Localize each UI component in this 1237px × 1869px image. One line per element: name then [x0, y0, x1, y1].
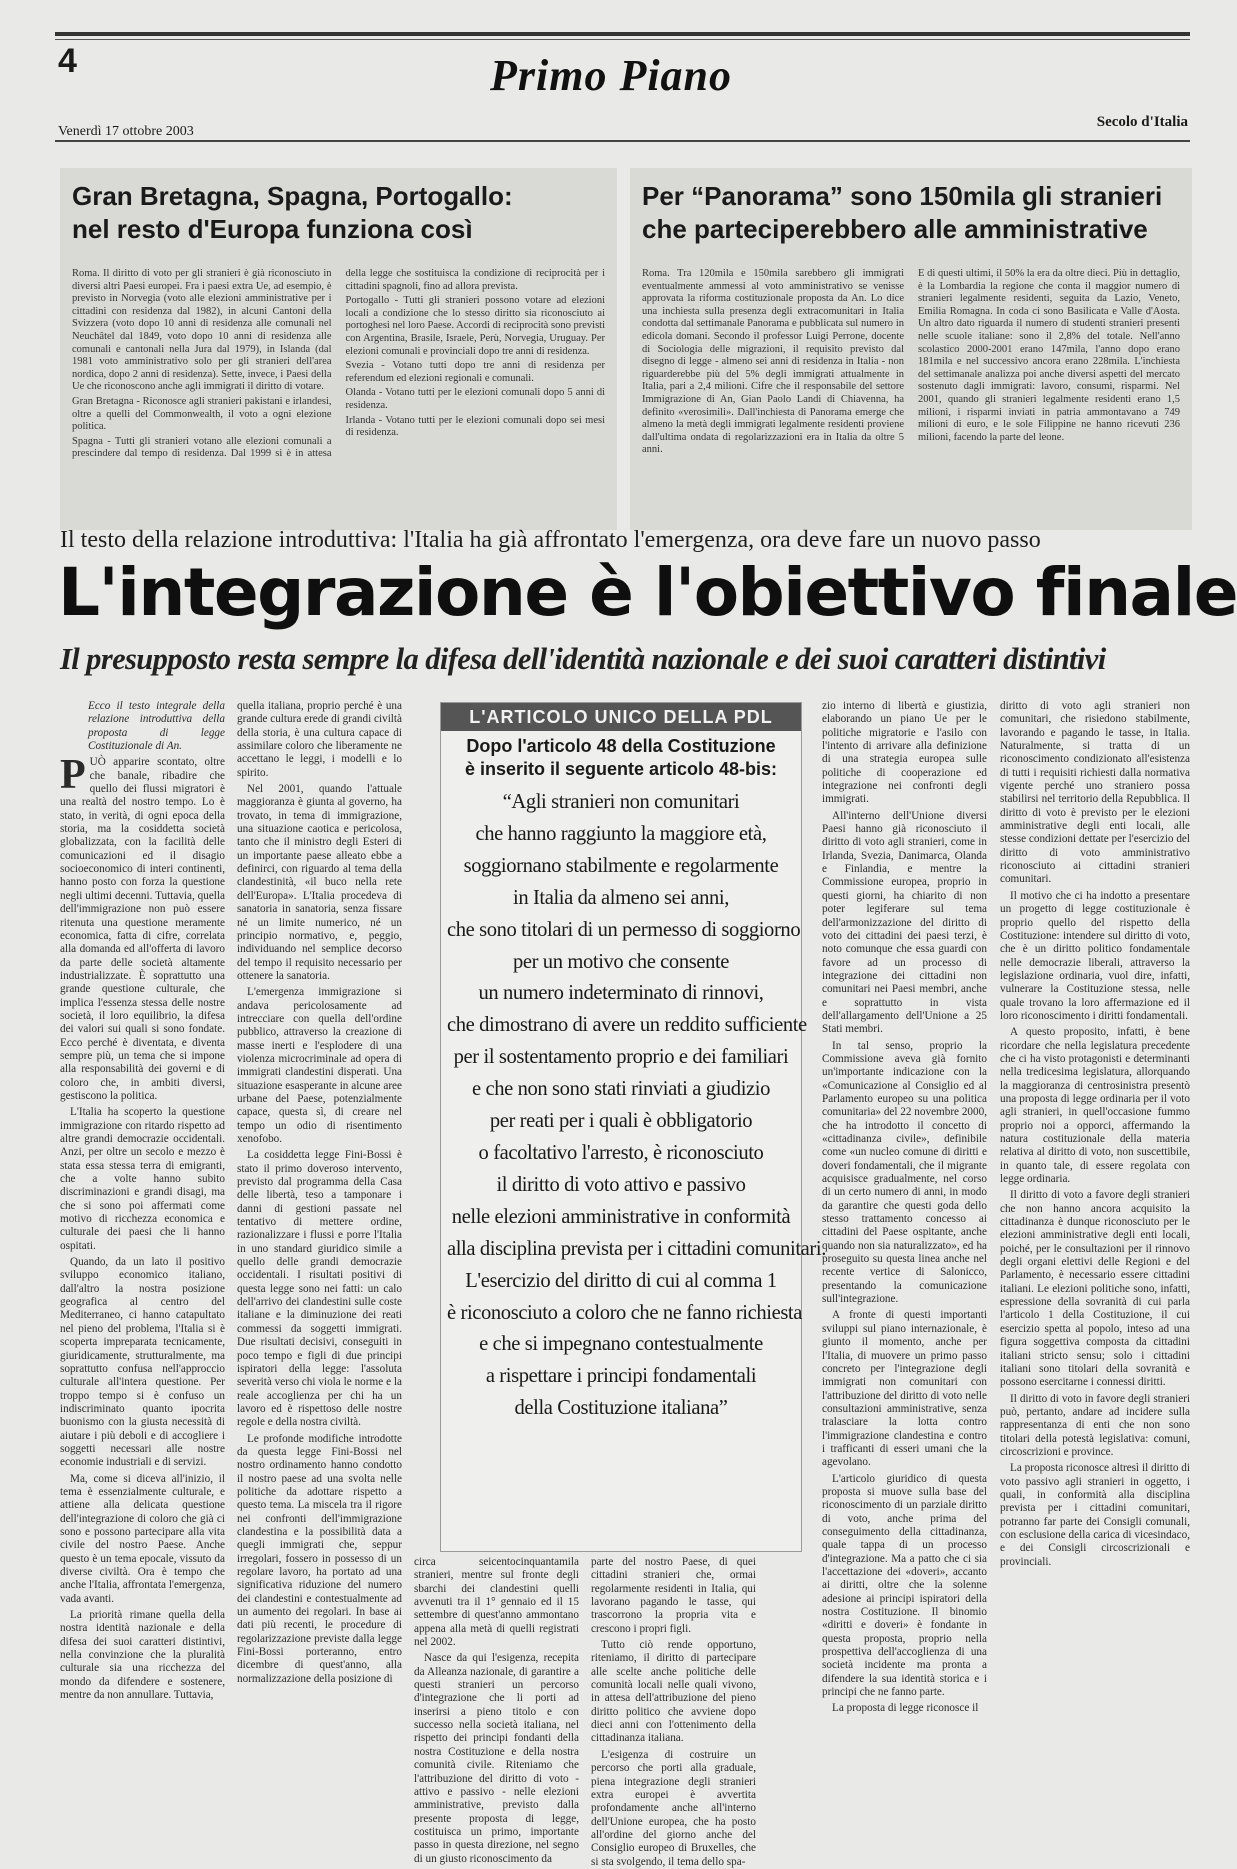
law-article-label: L'ARTICOLO UNICO DELLA PDL: [441, 703, 801, 731]
law-article-line: a rispettare i principi fondamentali: [485, 1365, 757, 1388]
paragraph: circa seicentocinquantamila stranieri, mentre sul fronte degli sbarchi dei clandestini quelli avvenuti tra il 1° gennaio ed il 15 settembre di quest'anno ammontano appena alla metà di quelli registrati nel 2002.: [414, 1556, 579, 1649]
subheadline: Il presupposto resta sempre la difesa dell'identità nazionale e dei suoi caratteri distintivi: [60, 642, 1106, 676]
section-title: Primo Piano: [490, 51, 733, 100]
paragraph: Portogallo - Tutti gli stranieri possono votare ad elezioni locali a condizione che lo stesso diritto sia riconosciuto ai portoghesi nel loro Paese. Accordi di reciprocità sono previsti con Argentina, Brasile, Israele, Perù, Norvegia, Uruguay. Per elezioni comunali e provinciali dopo tre anni di residenza.: [345, 295, 605, 357]
law-article-line: della Costituzione italiana”: [514, 1397, 728, 1420]
paragraph: La cosiddetta legge Fini-Bossi è stato il primo doveroso intervento, previsto dal programma della Casa delle libertà, teso a tamponare i danni di gestioni passate nel tentativo di mettere ordine, razionalizzare i flussi e porre l'Italia in uno standard giuridico simile a quello delle grandi democrazie occidentali. I risultati positivi di questa legge sono nei fatti: un calo dell'arrivo dei clandestini sulle coste italiane e la diminuzione dei reati commessi da soggetti immigrati. Due risultati decisivi, conseguiti in poco tempo e figli di due principi ispiratori della legge: l'assoluta severità verso chi viola le norme e la reale accoglienza per chi ha un lavoro ed è rispettoso delle nostre regole e della nostra civiltà.: [237, 1149, 402, 1429]
law-article-line: per un motivo che consente: [512, 950, 730, 973]
paragraph: All'interno dell'Unione diversi Paesi hanno già riconosciuto il diritto di voto agli stranieri, come in Irlanda, Svezia, Danimarca, Olanda e Finlandia, e mentre la Commissione europea, proprio in questi giorni, ha chiarito di non poter legiferare sul tema dell'armonizzazione del diritto di voto dei cittadini dei paesi terzi, è noto comunque che essa guardi con favore ad un processo di integrazione dei cittadini non comunitari nei Paesi membri, anche e soprattutto in vista dell'allargamento dell'Unione a 25 Stati membri.: [822, 809, 987, 1036]
law-article-line: è riconosciuto a coloro che ne fanno richiesta: [447, 1301, 802, 1324]
sidebar-box-europe: [60, 168, 617, 530]
kicker: Il testo della relazione introduttiva: l'Italia ha già affrontato l'emergenza, ora deve fare un nuovo passo: [60, 527, 1041, 553]
article-column-6: [1000, 700, 1190, 1745]
law-article-line: che dimostrano di avere un reddito sufficiente: [447, 1014, 807, 1037]
law-article-line: e che non sono stati rinviati a giudizio: [472, 1078, 770, 1101]
paragraph: Roma. Il diritto di voto per gli stranieri è già riconosciuto in diversi altri Paesi europei. Fra i paesi extra Ue, ad esempio, è previsto in Norvegia (voto alle elezioni amministrative per i cittadini con residenza dal 1982), in alcuni Cantoni della Svizzera (voto dopo 10 anni di residenza alle comunali nel Neuchâtel dal 1849, voto dopo 10 anni di residenza alle comunali e cantonali nella Jura dal 1979), in Islanda (dal 1981 voto amministrativo solo per gli stranieri dell'area nordica, dopo 2 anni di residenza). Sette, invece, i Paesi della Ue che riconoscono anche agli immigrati il diritto di votare.: [72, 268, 332, 393]
paragraph: Il motivo che ci ha indotto a presentare un progetto di legge costituzionale è proprio quello del rispetto della Costituzione: intendere sul diritto di voto, che è un diritto politico fondamentale nelle democrazie liberali, attraverso la legislazione ordinaria, vuol dire, infatti, vulnerare la Costituzione stessa, nelle quale trovano la loro affermazione ed il loro riconoscimento i diritti fondamentali.: [1000, 889, 1190, 1022]
law-article-line: e che si impegnano contestualmente: [479, 1333, 763, 1356]
article-column-5: [822, 700, 987, 1745]
law-article-lead: Dopo l'articolo 48 della Costituzione è inserito il seguente articolo 48-bis:: [464, 736, 778, 779]
article-intro: Ecco il testo integrale della relazione introduttiva della proposta di legge Costituzionale di An.: [88, 700, 225, 753]
paragraph: L'emergenza immigrazione si andava pericolosamente ad intrecciare con quella dell'ordine pubblico, attraverso la creazione di masse inerti e l'esplodere di una violenza microcriminale ad opera di immigrati clandestini disperati. Una situazione esasperante in alcune aree urbane del Paese, potenzialmente capace, questa sì, di creare nel tempo un odio di risentimento xenofobo.: [237, 986, 402, 1145]
law-article-line: “Agli stranieri non comunitari: [502, 791, 740, 813]
paragraph: Nasce da qui l'esigenza, recepita da Alleanza nazionale, di garantire a questi stranieri un percorso d'integrazione che li porti ad inserirsi a pieno titolo e con successo nella società italiana, nel rispetto dei principi fondanti della nostra Costituzione e della nostra comunità civile. Riteniamo che l'attribuzione del diritto di voto - attivo e passivo - nelle elezioni amministrative, previsto dalla presente proposta di legge, costituisca un primo, importante passo in questa direzione, nel segno di un giusto riconoscimento da: [414, 1652, 579, 1865]
paragraph: diritto di voto agli stranieri non comunitari, che risiedono stabilmente, lavorando e pagando le tasse, in Italia. Naturalmente, si tratta di un riconoscimento condizionato all'esistenza di tutti i requisiti richiesti dalla normativa vigente perché uno straniero possa stabilirsi nel territorio della Repubblica. Il diritto di voto è previsto per le elezioni amministrative degli enti locali, alle stesse condizioni dettate per l'esercizio del diritto di voto amministrativo riconosciuto ai cittadini stranieri comunitari.: [1000, 700, 1190, 886]
law-article-line: in Italia da almeno sei anni,: [513, 886, 729, 909]
law-article-line: soggiornano stabilmente e regolarmente: [463, 854, 779, 877]
paragraph: Nel 2001, quando l'attuale maggioranza è giunta al governo, ha trovato, in tema di immigrazione, una situazione caotica e pericolosa, tanto che il ministro degli Esteri di un importante paese alleato ebbe a definirci, con riguardo al tema della clandestinità, «il buco nella rete dell'Europa». L'Italia procedeva di sanatoria in sanatoria, senza fissare né un limite numerico, né un principio normativo, e, peggio, individuando nel semplice decorso del tempo il requisito necessario per ottenere la sanatoria.: [237, 783, 402, 982]
dateline: Venerdì 17 ottobre 2003: [58, 124, 194, 139]
law-article-line: L'esercizio del diritto di cui al comma 1: [465, 1269, 777, 1292]
box-panorama-title: Per “Panorama” sono 150mila gli stranieri che parteciperebbero alle amministrative: [642, 181, 1163, 244]
newspaper-name: Secolo d'Italia: [1096, 114, 1188, 130]
box-panorama-text: [642, 268, 1180, 520]
law-article-line: un numero indeterminato di rinnovi,: [478, 982, 764, 1005]
law-article-line: che sono titolari di un permesso di soggiorno: [447, 918, 801, 941]
law-article-text: [447, 787, 826, 1425]
paragraph: L'Italia ha scoperto la questione immigrazione con ritardo rispetto ad altre grandi democrazie occidentali. Anzi, per oltre un secolo e mezzo è stata essa stessa terra di emigranti, che a volte hanno subito discriminazioni e grandi disagi, ma che si sono poi affermati come motivo di ricchezza economica e culturale dei paesi che li hanno ospitati.: [60, 1106, 225, 1252]
paragraph: Svezia - Votano tutti dopo tre anni di residenza per referendum ed elezioni regionali e comunali.: [345, 360, 605, 384]
paragraph: Roma. Tra 120mila e 150mila sarebbero gli immigrati eventualmente ammessi al voto amministrativo se venisse approvata la riforma costituzionale proposta da An. Lo dice una inchiesta sulla presenza degli extracomunitari in Italia condotta dal settimanale Panorama e pubblicata sul numero in edicola domani. Secondo il professor Luigi Perrone, docente di Sociologia delle migrazioni, il requisito previsto dal disegno di legge - almeno sei anni di residenza in Italia - non riguarderebbe più del 5% degli immigrati attualmente in Italia, pari a 2,4 milioni. Cifre che il responsabile del settore Immigrazione di An, Gian Paolo Landi di Chiavenna, ha definito «verosimili». Dall'inchiesta di Panorama emerge che almeno la metà degli immigrati legalmente residenti proviene dall'ultima ondata di regolarizzazioni era in Italia da oltre 5 anni.: [642, 268, 904, 456]
paragraph: Spagna - Tutti gli stranieri votano alle elezioni comunali a prescindere dal tempo di residenza. Dal 1999 si è in attesa della legge che sostituisca la condizione di reciprocità per i cittadini spagnoli, fino ad allora prevista.: [72, 268, 605, 460]
paragraph: La proposta di legge riconosce il: [832, 1702, 979, 1715]
box-europe-title: Gran Bretagna, Spagna, Portogallo: nel resto d'Europa funziona così: [72, 181, 513, 244]
paragraph: A fronte di questi importanti sviluppi sul piano internazionale, è giunto il momento, anche per l'Italia, di muovere un primo passo concreto per l'integrazione degli immigrati non comunitari con l'attribuzione del diritto di voto nelle consultazioni amministrative, senza tralasciare la lotta contro l'immigrazione clandestina e contro i trafficanti di esseri umani che la agevolano.: [822, 1309, 987, 1469]
law-article-line: nelle elezioni amministrative in conformità: [451, 1205, 791, 1228]
paragraph: La proposta riconosce altresì il diritto di voto passivo agli stranieri in oggetto, i quali, in conformità alla disciplina prevista per i cittadini comunitari, potranno far parte dei Consigli comunali, con esclusione della carica di vicesindaco, e dei Consigli circoscrizionali e provinciali.: [1000, 1462, 1190, 1568]
paragraph: Il diritto di voto in favore degli stranieri può, pertanto, andare ad incidere sulla rappresentanza di enti che non sono titolari della potestà legislativa: comuni, circoscrizioni e province.: [1000, 1392, 1190, 1458]
paragraph: In tal senso, proprio la Commissione aveva già fornito un'importante indicazione con la «Comunicazione al Consiglio ed al Parlamento europeo su una politica comunitaria» del 22 novembre 2000, che ha introdotto il concetto di «cittadinanza civile», definibile come «un nucleo comune di diritti e doveri fondamentali, che il migrante acquisisce gradualmente, nel corso di un certo numero di anni, in modo da garantire che questi goda dello stesso trattamento concesso ai cittadini del Paese ospitante, anche quando non sia naturalizzato», ed ha proseguito su questa linea anche nel recente vertice di Salonicco, presentando la comunicazione sull'integrazione.: [822, 1039, 987, 1306]
drop-cap: P: [60, 752, 86, 799]
paragraph: L'esigenza di costruire un percorso che porti alla graduale, piena integrazione degli stranieri extra europei è avvertita profondamente anche all'interno dell'Unione europea, che ha posto all'ordine del giorno anche del Consiglio europeo di Bruxelles, che si sta svolgendo, il tema dello spa-: [591, 1748, 756, 1868]
paragraph: Tutto ciò rende opportuno, riteniamo, il diritto di partecipare alle scelte anche politiche delle comunità locali nelle quali vivono, in attesa dell'attribuzione del pieno diritto politico che avviene dopo dieci anni con l'ottenimento della cittadinanza italiana.: [591, 1639, 756, 1745]
law-article-line: o facoltativo l'arresto, è riconosciuto: [478, 1141, 764, 1164]
law-article-box: [440, 702, 826, 1552]
paragraph: La priorità rimane quella della nostra identità nazionale e della difesa dei suoi caratteri distintivi, nella convinzione che la pluralità culturale sia una ricchezza del mondo da difendere e sostenere, mentre da non annullare. Tuttavia,: [60, 1609, 225, 1702]
article-column-1: [60, 700, 225, 1745]
paragraph: PUÒ apparire scontato, oltre che banale, ribadire che quello dei flussi migratori è una realtà del nostro tempo. Lo è stato, in verità, di ogni epoca della storia, ma la cosiddetta società globalizzata, con la facilità delle comunicazioni ed il disagio socioeconomico di interi continenti, hanno posto con forza la questione negli ultimi decenni. Tuttavia, quella dell'immigrazione non può essere ritenuta una questione meramente economica, fatta di cifre, correlata alla domanda ed all'offerta di lavoro da parte delle società altamente industrializzate. È soprattutto una grande questione culturale, che implica l'essenza stessa delle nostre società, il loro equilibrio, la difesa dei valori sui quali si sono fondate. Ecco perché è diventata, e diventa sempre più, un tema che si impone alla responsabilità dei governi e di coloro che, in ambiti diversi, gestiscono la politica.: [60, 752, 225, 1102]
article-column-4: [591, 1556, 756, 1868]
paragraph: E di questi ultimi, il 50% la era da oltre dieci. Più in dettaglio, è la Lombardia la regione che conta il maggior numero di stranieri legalmente residenti, seguita da Lazio, Veneto, Emilia Romagna. In coda ci sono Basilicata e Valle d'Aosta. Un altro dato riguarda il numero di studenti stranieri presenti nelle scuole italiane: sono il 2,8% del totale. Nell'anno scolastico 2000-2001 erano 147mila, l'anno dopo erano 181mila e nel successivo ancora erano 228mila. L'inchiesta del settimanale analizza poi anche diversi aspetti del mercato sostenuto dagli immigrati: lavoro, consumi, risparmi. Nel 2001, quando gli stranieri legalmente residenti erano 1,5 milioni, i risparmi inviati in patria ammontavano a 749 milioni di euro, e le sole Filippine ne hanno ricevuti 236 milioni, facendo la parte del leone.: [918, 268, 1180, 443]
law-article-line: per il sostentamento proprio e dei familiari: [453, 1046, 789, 1069]
law-article-line: che hanno raggiunto la maggiore età,: [475, 822, 767, 845]
headline: L'integrazione è l'obiettivo finale: [58, 554, 1237, 631]
masthead-bottom-rule: [55, 140, 1190, 142]
paragraph: Il diritto di voto a favore degli stranieri che non hanno ancora acquisito la cittadinanza è dunque riconosciuto per le elezioni amministrative degli enti locali, poiché, per le consultazioni per il rinnovo degli organi elettivi delle Regioni e del Parlamento, è necessario essere cittadini italiani. Le elezioni politiche sono, infatti, espressione della sovranità di cui parla l'articolo 1 della Costituzione, il cui esercizio spetta al popolo, inteso ad una figura soggettiva composta da cittadini italiani stricto sensu; solo i cittadini italiani sono titolari della sovranità e possono esercitarne i connessi diritti.: [1000, 1189, 1190, 1389]
page-number: 4: [58, 42, 77, 80]
paragraph: Quando, da un lato il positivo sviluppo economico italiano, dall'altro la nostra posizione geografica al centro del Mediterraneo, ci hanno catapultato nel pieno del problema, l'Italia si è scoperta impreparata tecnicamente, giuridicamente, strutturalmente, ma soprattutto confusa nell'approccio culturale all'intera questione. Per troppo tempo si è confuso un indiscriminato quanto ipocrita buonismo con la giusta necessità di aiutare i più deboli e di accogliere i soggetti necessari alle nostre economie industriali e di servizi.: [60, 1256, 225, 1469]
paragraph: Gran Bretagna - Riconosce agli stranieri pakistani e irlandesi, oltre a quelli del Commonwealth, il voto a ogni elezione politica.: [72, 395, 332, 433]
paragraph: zio interno di libertà e giustizia, elaborando un piano Ue per le politiche migratorie e l'asilo con l'intento di arrivare alla definizione di una strategia europea sulle politiche di cooperazione ed integrazione nei confronti degli immigrati.: [822, 700, 987, 806]
paragraph: Ma, come si diceva all'inizio, il tema è essenzialmente culturale, e attiene alla delicata questione dell'integrazione di coloro che già ci sono e possono partecipare alla vita civile del nostro Paese. Anche questo è un tema epocale, vissuto da diverse civiltà. Ora è tempo che anche l'Italia, affrontata l'emergenza, vada avanti.: [60, 1472, 225, 1605]
paragraph: parte del nostro Paese, di quei cittadini stranieri che, ormai regolarmente residenti in Italia, qui lavorano pagando le tasse, qui trascorrono la propria vita e crescono i propri figli.: [591, 1556, 756, 1635]
paragraph: Le profonde modifiche introdotte da questa legge Fini-Bossi nel nostro ordinamento hanno condotto il nostro paese ad una svolta nelle politiche da adottare rispetto a questo tema. La miscela tra il rigore nei confronti dell'immigrazione clandestina e la possibilità data a quegli immigrati che, seppur irregolari, fossero in possesso di un regolare lavoro, ha portato ad una significativa riduzione del numero dei clandestini e contestualmente ad un aumento dei regolari. In base ai dati più recenti, le procedure di regolarizzazione previste dalla legge Fini-Bossi porteranno, entro dicembre di quest'anno, alla normalizzazione della posizione di: [237, 1432, 402, 1685]
paragraph: Olanda - Votano tutti per le elezioni comunali dopo 5 anni di residenza.: [345, 387, 605, 411]
law-article-line: per reati per i quali è obbligatorio: [489, 1110, 753, 1133]
law-article-line: alla disciplina prevista per i cittadini comunitari.: [447, 1237, 826, 1260]
paragraph: A questo proposito, infatti, è bene ricordare che nella legislatura precedente che ci ha visto protagonisti e determinanti nella tredicesima legislatura, allorquando la maggioranza di centrosinistra presentò una proposta di legge ordinaria per il voto agli stranieri, in quell'occasione fummo proprio noi a opporci, affermando la natura costituzionale della materia relativa al diritto di voto, non suscettibile, in quanto tale, di essere regolata con legge ordinaria.: [1000, 1026, 1190, 1186]
article-column-2: [237, 700, 402, 1745]
box-europe-text: [72, 268, 605, 520]
masthead-rule: [55, 32, 1190, 36]
paragraph: Irlanda - Votano tutti per le elezioni comunali dopo sei mesi di residenza.: [345, 414, 605, 439]
sidebar-box-panorama: [630, 168, 1192, 530]
masthead-rule-thin: [55, 39, 1190, 40]
article-column-3: [414, 1556, 579, 1865]
paragraph: L'articolo giuridico di questa proposta si muove sulla base del riconoscimento di un parziale diritto di voto, anche prima del conseguimento della cittadinanza, quale tappa di un processo d'integrazione. Ma a patto che ci sia l'accettazione dei «doveri», accanto ai diritti, oltre che la solenne adesione ai principi ispiratori della nostra Costituzione. Il binomio «diritti e doveri» è fondante in questa proposta, proprio nella prospettiva dell'accoglienza di una società incidente ma pronta a difendere la sua identità storica e i principi che ne fanno parte.: [822, 1472, 987, 1699]
paragraph: quella italiana, proprio perché è una grande cultura erede di grandi civiltà della storia, è una cultura capace di assimilare coloro che liberamente ne accettano le leggi, i modelli e lo spirito.: [237, 700, 402, 779]
law-article-line: il diritto di voto attivo e passivo: [496, 1173, 746, 1196]
